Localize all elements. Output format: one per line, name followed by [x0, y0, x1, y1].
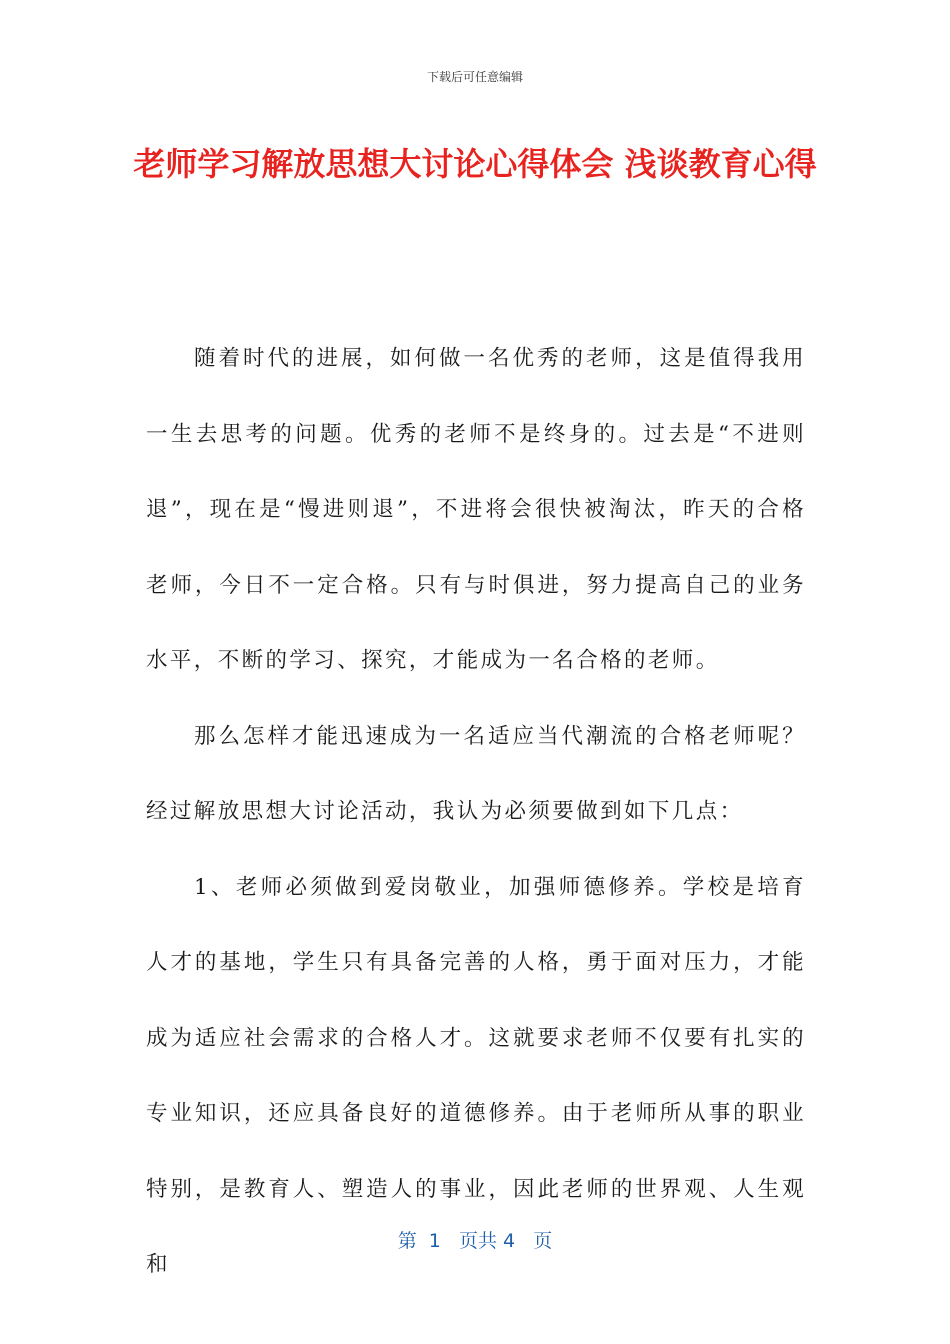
- paragraph-3: 1、老师必须做到爱岗敬业，加强师德修养。学校是培育人才的基地，学生只有具备完善的人格，勇于面对压力，才能成为适应社会需求的合格人才。这就要求老师不仅要有扎实的专业知识，还应具备良好的道德修养。由于老师所从事的职业特别，是教育人、塑造人的事业，因此老师的世界观、人生观和: [146, 874, 806, 1277]
- paragraph-2: 那么怎样才能迅速成为一名适应当代潮流的合格老师呢？经过解放思想大讨论活动，我认为必须要做到如下几点：: [146, 723, 806, 824]
- header-note: 下载后可任意编辑: [426, 70, 523, 84]
- document-body: [146, 321, 806, 1303]
- page-footer: 第 1 页共 4 页: [397, 1230, 553, 1252]
- document-title: 老师学习解放思想大讨论心得体会 浅谈教育心得: [133, 145, 817, 183]
- paragraph-1: 随着时代的进展，如何做一名优秀的老师，这是值得我用一生去思考的问题。优秀的老师不是终身的。过去是“不进则退”，现在是“慢进则退”，不进将会很快被淘汰，昨天的合格老师，今日不一定合格。只有与时俱进，努力提高自己的业务水平，不断的学习、探究，才能成为一名合格的老师。: [146, 346, 806, 673]
